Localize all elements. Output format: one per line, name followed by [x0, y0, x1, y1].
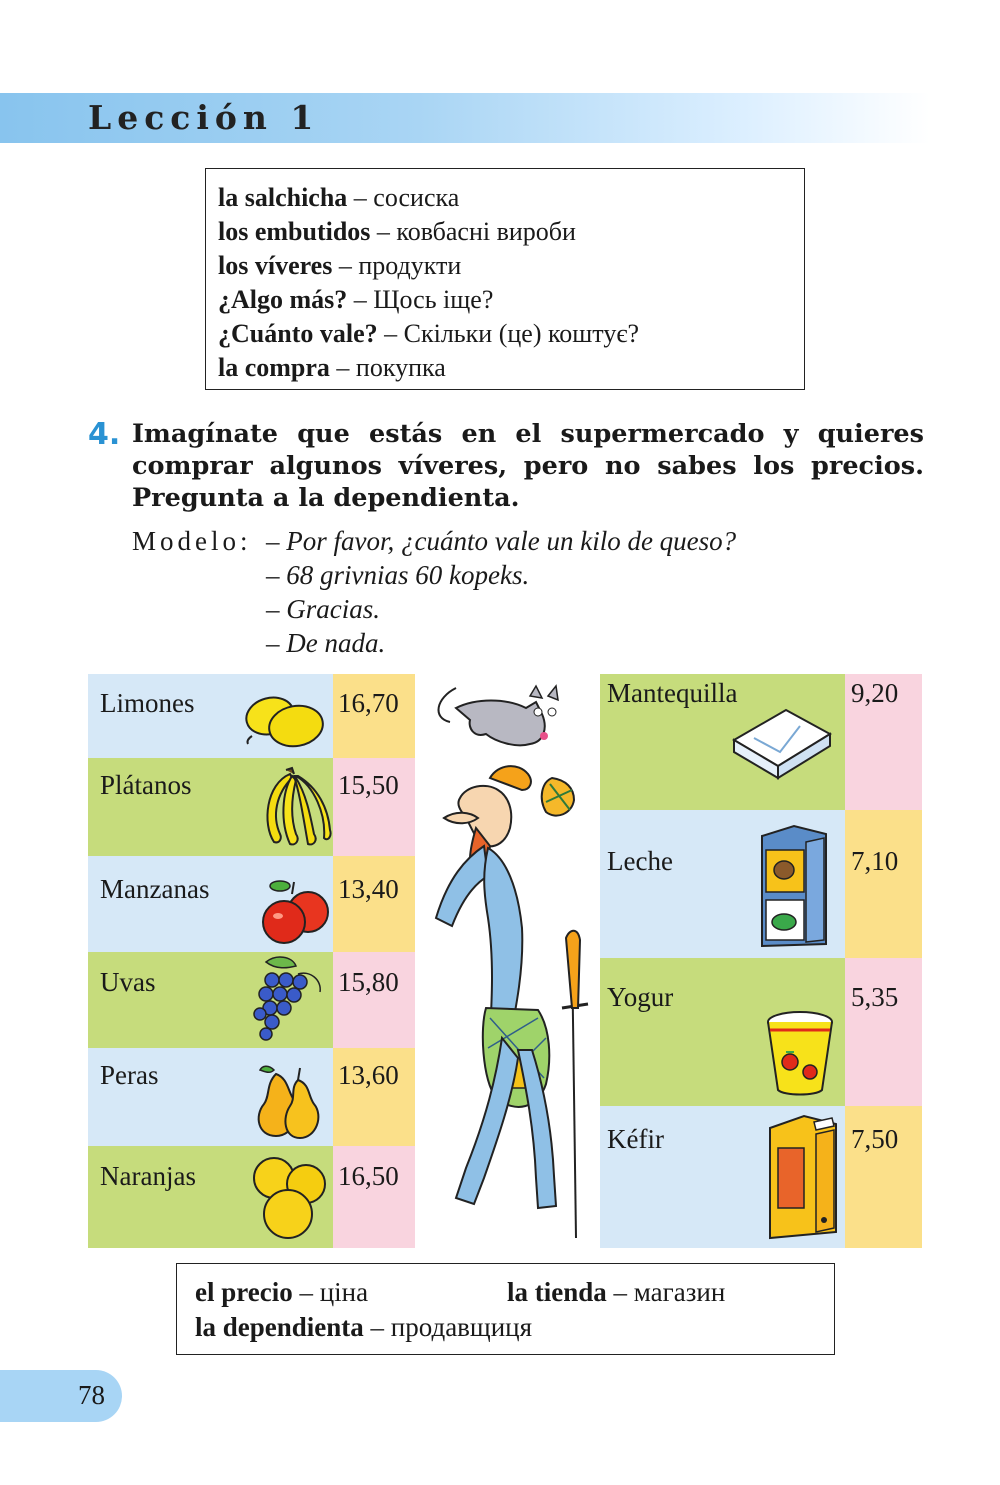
product-name: Leche [607, 846, 673, 876]
yogurt-cup-icon [764, 1010, 836, 1098]
product-name: Limones [100, 688, 195, 718]
product-name: Yogur [607, 982, 674, 1012]
vocabulary-box-bottom [176, 1263, 835, 1355]
product-price: 16,70 [338, 688, 399, 718]
vocab-item: la dependienta – продавщиця [195, 1312, 533, 1342]
product-price: 7,50 [851, 1124, 899, 1154]
butter-icon [730, 704, 834, 782]
product-price: 13,40 [338, 874, 399, 904]
product-name: Kéfir [607, 1124, 664, 1154]
vocab-item: la compra – покупка [218, 353, 446, 382]
lesson-title: Lección 1 [88, 98, 320, 137]
instruction-line: Imagínate que estás en el supermercado y quieres [132, 419, 924, 449]
vocab-item: los embutidos – ковбасні вироби [218, 217, 576, 246]
product-price: 15,50 [338, 770, 399, 800]
page-number: 78 [78, 1380, 105, 1410]
apple-icon [258, 876, 334, 948]
exercise-number: 4. [88, 417, 121, 452]
vocab-item: la tienda – магазин [507, 1277, 726, 1307]
banana-icon [256, 764, 332, 848]
vocab-item: los víveres – продукти [218, 251, 462, 280]
pear-icon [254, 1060, 334, 1140]
product-price: 5,35 [851, 982, 899, 1012]
product-name: Naranjas [100, 1161, 196, 1191]
vocab-item: el precio – ціна [195, 1277, 369, 1307]
exercise-instruction [132, 418, 924, 514]
grapes-icon [246, 952, 332, 1044]
vocab-item: ¿Cuánto vale? – Скільки (це) коштує? [218, 319, 640, 348]
product-name: Uvas [100, 967, 156, 997]
model-label: Modelo: [132, 526, 252, 556]
model-line: – 68 grivnias 60 kopeks. [266, 560, 530, 590]
model-line: – Gracias. [266, 594, 380, 624]
product-name: Peras [100, 1060, 159, 1090]
don-quixote-illustration [426, 678, 598, 1248]
product-price: 7,10 [851, 846, 899, 876]
product-price: 9,20 [851, 678, 899, 708]
vocab-item: la salchicha – сосиска [218, 183, 460, 212]
product-name: Manzanas [100, 874, 210, 904]
product-name: Plátanos [100, 770, 192, 800]
price-cell-bg [845, 810, 922, 958]
product-price: 13,60 [338, 1060, 399, 1090]
product-name: Mantequilla [607, 678, 738, 708]
kefir-carton-icon [764, 1112, 840, 1242]
product-price: 16,50 [338, 1161, 399, 1191]
orange-icon [248, 1152, 332, 1244]
vocabulary-box-top [205, 168, 805, 390]
product-price: 15,80 [338, 967, 399, 997]
vocab-item: ¿Algo más? – Щось іще? [218, 285, 494, 314]
milk-carton-icon [754, 822, 834, 952]
model-line: – De nada. [266, 628, 386, 658]
model-line: – Por favor, ¿cuánto vale un kilo de queso? [266, 526, 737, 556]
instruction-line: Pregunta a la dependienta. [132, 483, 520, 513]
lemon-icon [242, 688, 326, 752]
instruction-line: comprar algunos víveres, pero no sabes los precios. [132, 451, 924, 481]
price-cell-bg [845, 958, 922, 1106]
